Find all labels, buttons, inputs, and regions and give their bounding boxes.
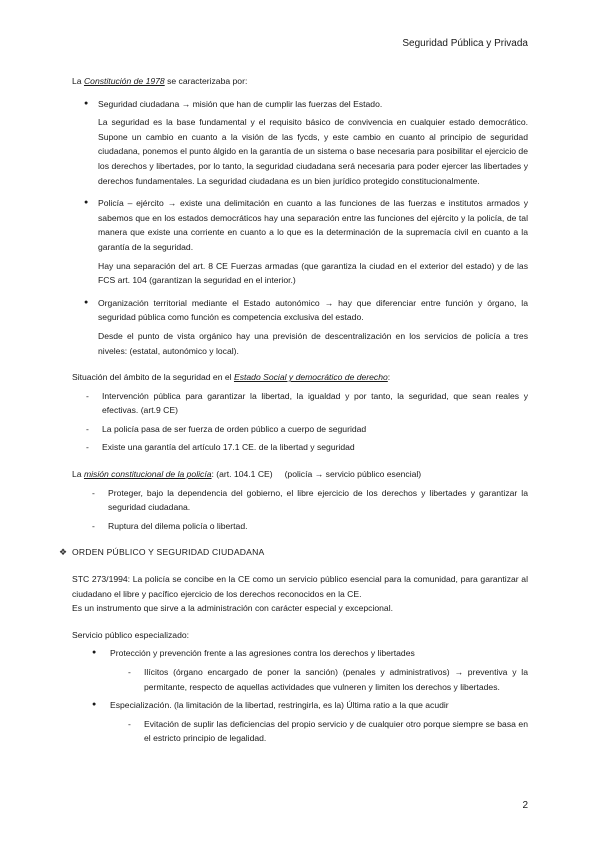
- section-intro-estado-social: Situación del ámbito de la seguridad en el Estado Social y democrático de derecho:: [72, 372, 391, 383]
- dash-icon: -: [86, 442, 89, 453]
- dash-icon: -: [92, 520, 95, 531]
- dash-icon: -: [128, 718, 131, 729]
- dash-icon: -: [128, 667, 131, 677]
- bullet-icon: ●: [92, 649, 97, 657]
- page-content: [59, 74, 528, 746]
- estado-social-link-text: Estado Social y democrático de derecho: [233, 372, 388, 383]
- page-header: Seguridad Pública y Privada: [402, 38, 528, 49]
- servicio-publico-subheading: Servicio público especializado:: [72, 629, 190, 640]
- section-heading-orden-publico: ❖ ORDEN PÚBLICO Y SEGURIDAD CIUDADANA: [72, 545, 528, 560]
- bullet-organizacion-territorial: ● Organización territorial mediante el Estado autonómico → hay que diferenciar entre función y órgano, la seguridad pública como función es competencia exclusiva del estado. Desde el punto de vista orgánico hay una previsión de descentralización en los servicios de policía a tres niveles: (estatal, autonómico y local).: [84, 297, 528, 356]
- sub-list-item: - Ilícitos (órgano encargado de poner la sanción) (penales y administrativos) → preventiva y la permitante, respecto de aquellas actividades que vulneren y limiten los derechos y libertades.: [128, 667, 528, 692]
- bullet-icon: ●: [92, 701, 97, 709]
- sub-list-item: - Evitación de suplir las deficiencias del propio servicio y de cualquier otro porque siempre se basa en el estricto principio de legalidad.: [128, 718, 528, 744]
- bullet-seguridad-ciudadana: ● Seguridad ciudadana → misión que han de cumplir las fuerzas del Estado. La seguridad es la base fundamental y el requisito básico de convivencia en cualquier estado democrático. Supone un cambio en cuanto a la visión de las fycds, y este cambio en cuanto al principio de seguridad ciudadana, ponemos el punto álgido en la garantía de un sistema o base necesaria para posibilitar el ejercicio de los derechos y libertades, por lo tanto, la seguridad ciudadana será necesaria para poder ejercer las libertades y derechos fundamentales. La seguridad ciudadana es un bien jurídico protegido constitucionalmente.: [84, 98, 528, 186]
- bullet-icon: ●: [84, 199, 89, 207]
- bullet-especializacion: ● Especialización. (la limitación de la libertad, restringirla, es la) Última ratio a la que acudir: [72, 698, 528, 713]
- list-item: - Existe una garantía del artículo 17.1 CE. de la libertad y seguridad: [72, 440, 528, 455]
- instrumento-paragraph: Es un instrumento que sirve a la administración con carácter especial y excepcional.: [72, 603, 393, 614]
- list-item: - Intervención pública para garantizar la libertad, la igualdad y por tanto, la seguridad, que sean reales y efectivas. (art.9 CE): [86, 390, 528, 416]
- constitucion-link-text: Constitución de 1978: [83, 76, 165, 86]
- bullet-policia-ejercito: ● Policía – ejército → existe una delimitación en cuanto a las funciones de las fuerzas e institutos armados y sabemos que en los estados democráticos hay una separación entre las funciones del ejército y la policía, de tal manera que existe una corriente en cuanto a lo que es la determinación de la supremacía civil en cuanto a la garantía de la seguridad. Hay una separación del art. 8 CE Fuerzas armadas (que garantiza la ciudad en el exterior del estado) y de las FCS art. 104 (garantizan la seguridad en el interior.): [84, 198, 528, 286]
- dash-icon: -: [86, 390, 89, 401]
- dash-icon: -: [86, 423, 89, 434]
- four-diamond-icon: ❖: [59, 547, 68, 558]
- page-number: 2: [522, 800, 528, 811]
- list-item: - Proteger, bajo la dependencia del gobierno, el libre ejercicio de los derechos y libertades y garantizar la seguridad ciudadana.: [92, 487, 528, 513]
- section-intro-mision-policia: La misión constitucional de la policía: (art. 104.1 CE) (policía → servicio público esencial): [72, 469, 422, 480]
- dash-icon: -: [92, 487, 95, 498]
- bullet-proteccion: ● Protección y prevención frente a las agresiones contra los derechos y libertades: [72, 646, 528, 661]
- list-item: - Ruptura del dilema policía o libertad.: [72, 519, 528, 534]
- list-item: - La policía pasa de ser fuerza de orden público a cuerpo de seguridad: [72, 422, 528, 437]
- bullet-icon: ●: [84, 298, 89, 306]
- stc-paragraph: STC 273/1994: La policía se concibe en la CE como un servicio público esencial para la comunidad, para garantizar al ciudadano el libre y pacífico ejercicio de los derechos reconocidos en la CE.: [72, 574, 528, 599]
- bullet-icon: ●: [84, 99, 89, 107]
- section-intro-constitucion: La Constitución de 1978 se caracterizaba por:: [72, 76, 248, 86]
- mision-link-text: misión constitucional de la policía: [83, 469, 212, 480]
